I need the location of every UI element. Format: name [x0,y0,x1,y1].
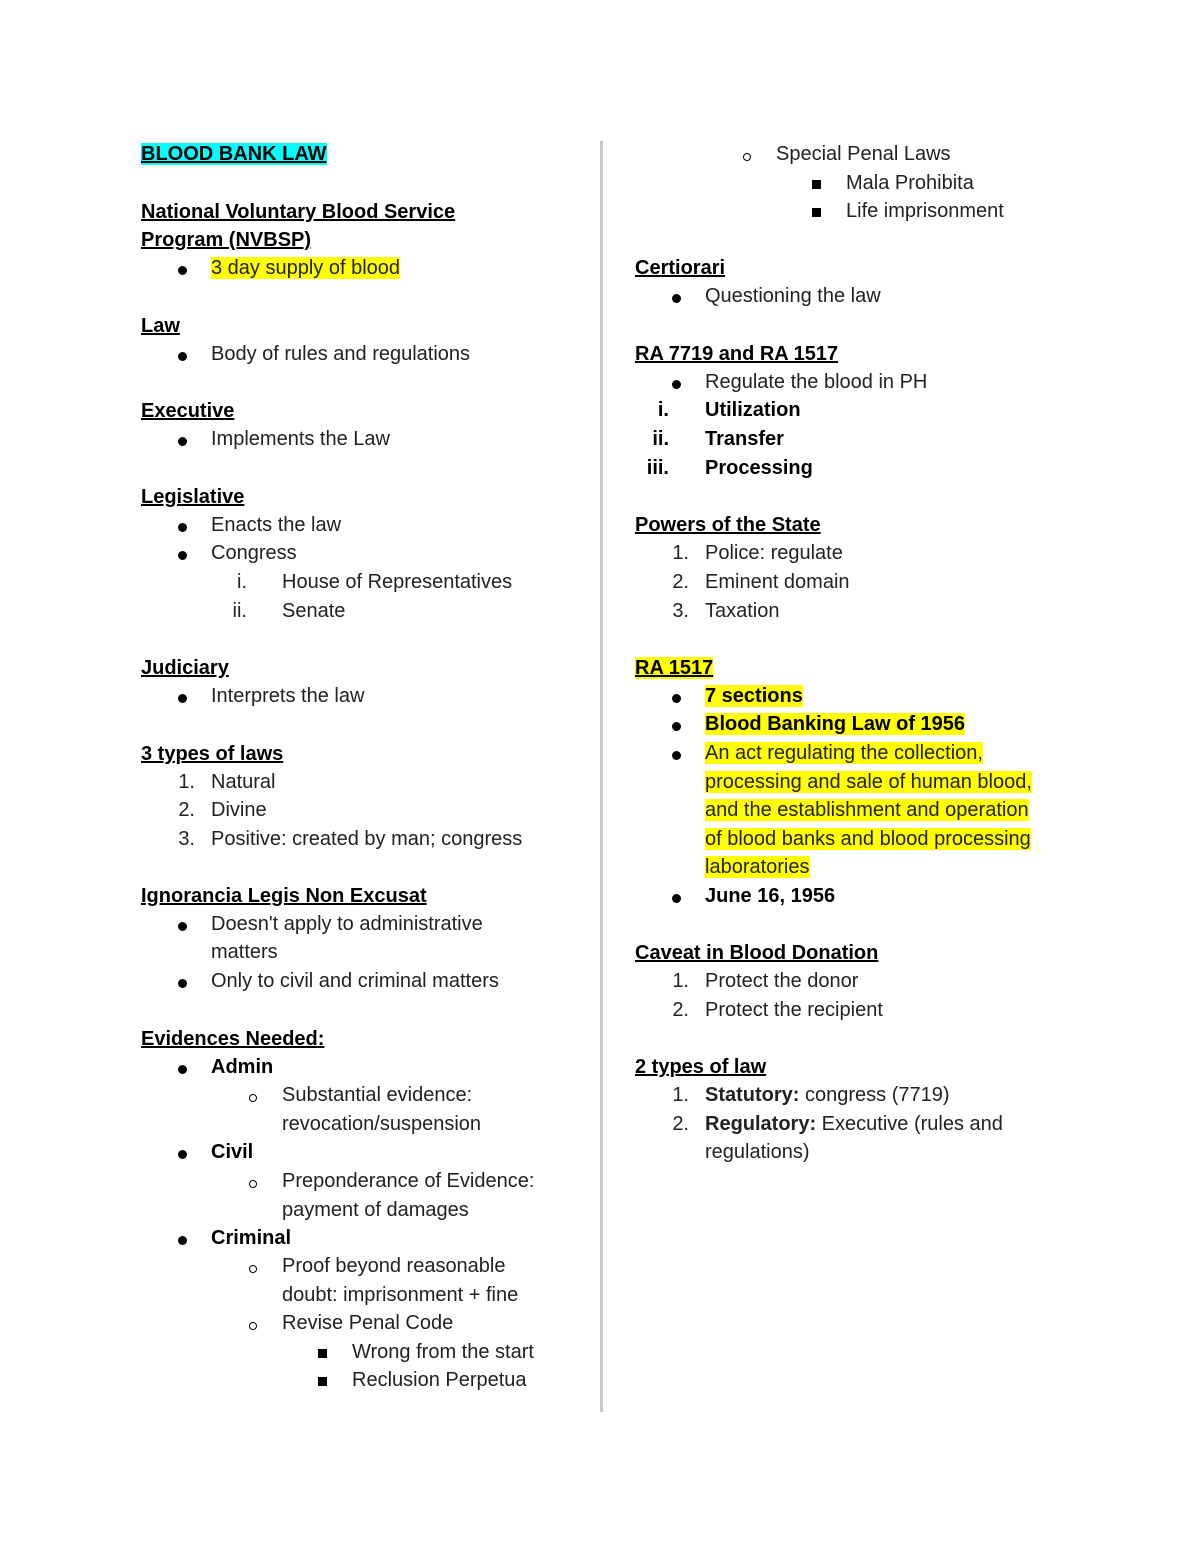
bullet-dot-icon [178,1139,187,1167]
law-item: Body of rules and regulations [211,343,471,365]
ignorancia-item: Only to civil and criminal matters [211,970,499,992]
number-marker: 2. [178,799,195,821]
congress-sub-item: House of Representatives [282,571,513,593]
admin-sub-line2: revocation/suspension [282,1113,482,1135]
evidence-criminal: Criminal [211,1227,292,1249]
bullet-square-icon [812,197,821,225]
caveat-heading: Caveat in Blood Donation [635,942,879,964]
bullet-dot-icon [178,1225,187,1253]
two-types-item: Statutory: congress (7719) [705,1084,950,1106]
types-of-laws-heading: 3 types of laws [141,743,284,765]
bullet-dot-icon [178,512,187,540]
civil-sub-line2: payment of damages [282,1199,469,1221]
number-marker: 1. [178,771,195,793]
roman-marker: ii. [652,428,669,450]
rpc-item: Reclusion Perpetua [352,1369,527,1391]
evidence-admin: Admin [211,1056,274,1078]
types-of-laws-item: Natural [211,771,276,793]
ra1517-desc-line: and the establishment and operation [705,799,1029,821]
congress-sub-item: Senate [282,600,346,622]
criminal-sub-line2: doubt: imprisonment + fine [282,1284,519,1306]
types-of-laws-item: Positive: created by man; congress [211,828,523,850]
nvbsp-item: 3 day supply of blood [211,257,401,279]
ignorancia-item-line1: Doesn't apply to administrative [211,913,483,935]
column-divider [600,141,603,1412]
caveat-item: Protect the donor [705,970,859,992]
ra1517-item: Blood Banking Law of 1956 [705,713,966,735]
bullet-dot-icon [672,683,681,711]
ignorancia-item-line2: matters [211,941,278,963]
roman-marker: i. [237,571,247,593]
types-of-laws-item: Divine [211,799,267,821]
bullet-dot-icon [178,255,187,283]
special-penal-label: Special Penal Laws [776,143,951,165]
powers-heading: Powers of the State [635,514,821,536]
law-heading: Law [141,315,180,337]
certiorari-item: Questioning the law [705,285,881,307]
ra7719-heading: RA 7719 and RA 1517 [635,343,839,365]
special-penal-item: Mala Prohibita [846,172,974,194]
bullet-circle-icon [249,1168,257,1196]
executive-heading: Executive [141,400,235,422]
roman-marker: i. [657,399,669,421]
legislative-item: Enacts the law [211,514,342,536]
bullet-circle-icon [249,1310,257,1338]
ignorancia-heading: Ignorancia Legis Non Excusat [141,885,427,907]
ra7719-item: Processing [705,457,813,479]
bullet-circle-icon [249,1082,257,1110]
bullet-circle-icon [743,141,751,169]
number-marker: 1. [672,970,689,992]
bullet-dot-icon [672,369,681,397]
ra1517-item: 7 sections [705,685,803,707]
bullet-dot-icon [672,283,681,311]
ra1517-desc-line: laboratories [705,856,810,878]
executive-item: Implements the Law [211,428,390,450]
bullet-square-icon [812,169,821,197]
ra1517-heading: RA 1517 [635,657,714,679]
criminal-sub-line1: Proof beyond reasonable [282,1255,506,1277]
bullet-square-icon [318,1366,327,1394]
bullet-dot-icon [178,1054,187,1082]
bullet-dot-icon [672,883,681,911]
document-title: BLOOD BANK LAW [141,143,327,165]
ra7719-bullet: Regulate the blood in PH [705,371,928,393]
ra1517-desc-line: of blood banks and blood processing [705,828,1031,850]
bullet-dot-icon [672,711,681,739]
ra1517-desc-line: processing and sale of human blood, [705,771,1032,793]
number-marker: 1. [672,542,689,564]
powers-item: Taxation [705,600,780,622]
number-marker: 3. [178,828,195,850]
two-types-heading: 2 types of law [635,1056,767,1078]
bullet-dot-icon [178,683,187,711]
judiciary-heading: Judiciary [141,657,229,679]
ra1517-desc-line: An act regulating the collection, [705,742,983,764]
bullet-dot-icon [178,341,187,369]
bullet-dot-icon [672,740,681,768]
bullet-dot-icon [178,426,187,454]
criminal-sub-item: Revise Penal Code [282,1312,454,1334]
roman-marker: ii. [232,600,247,622]
rpc-item: Wrong from the start [352,1341,534,1363]
number-marker: 2. [672,999,689,1021]
number-marker: 3. [672,600,689,622]
number-marker: 2. [672,1113,689,1135]
number-marker: 2. [672,571,689,593]
civil-sub-line1: Preponderance of Evidence: [282,1170,535,1192]
bullet-square-icon [318,1338,327,1366]
powers-item: Eminent domain [705,571,850,593]
bullet-dot-icon [178,540,187,568]
evidences-heading: Evidences Needed: [141,1028,325,1050]
special-penal-item: Life imprisonment [846,200,1004,222]
caveat-item: Protect the recipient [705,999,883,1021]
ra7719-item: Transfer [705,428,784,450]
bullet-circle-icon [249,1253,257,1281]
bullet-dot-icon [178,968,187,996]
legislative-item: Congress [211,542,297,564]
certiorari-heading: Certiorari [635,257,726,279]
admin-sub-line1: Substantial evidence: [282,1084,473,1106]
evidence-civil: Civil [211,1141,254,1163]
nvbsp-heading-line2: Program (NVBSP) [141,229,312,251]
legislative-heading: Legislative [141,486,245,508]
number-marker: 1. [672,1084,689,1106]
powers-item: Police: regulate [705,542,843,564]
two-types-item-line2: regulations) [705,1141,810,1163]
ra7719-item: Utilization [705,399,801,421]
two-types-item: Regulatory: Executive (rules and [705,1113,1003,1135]
judiciary-item: Interprets the law [211,685,365,707]
roman-marker: iii. [646,457,669,479]
bullet-dot-icon [178,911,187,939]
ra1517-date: June 16, 1956 [705,885,836,907]
nvbsp-heading-line1: National Voluntary Blood Service [141,201,456,223]
